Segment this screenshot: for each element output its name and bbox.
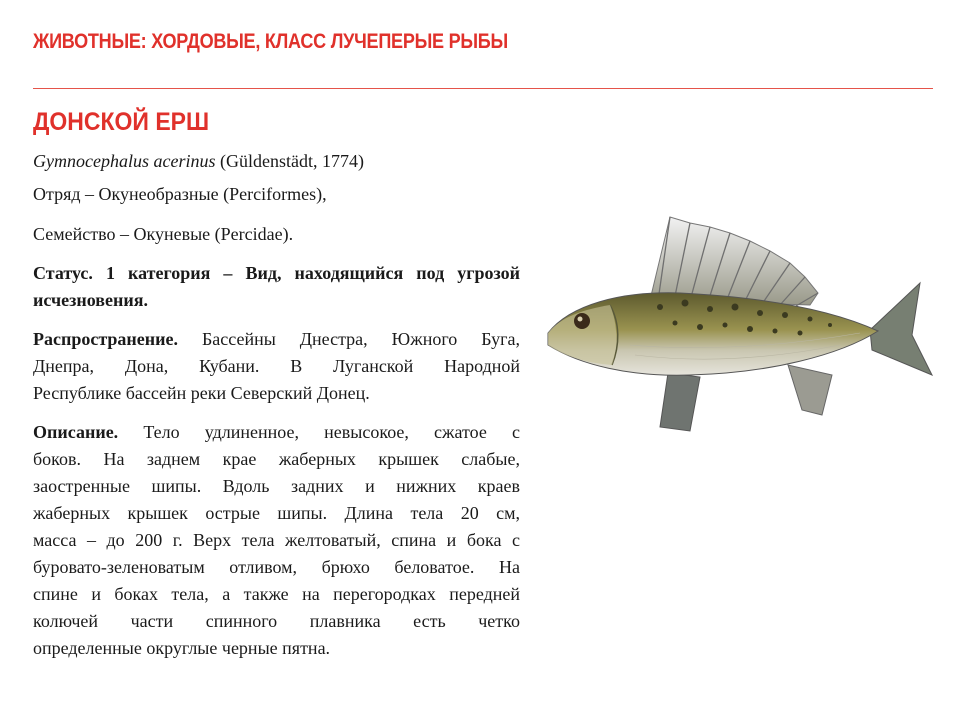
distribution-label: Распространение. xyxy=(33,329,179,349)
order-line: Отряд – Окунеобразные (Perciformes), xyxy=(33,184,327,204)
description-line-6: буровато-зеленоватым отливом, брюхо беловатое. На xyxy=(33,557,520,577)
page-header-title: ЖИВОТНЫЕ: ХОРДОВЫЕ, КЛАСС ЛУЧЕПЕРЫЕ РЫБЫ xyxy=(33,30,508,53)
description-line-7: спине и боках тела, а также на перегородках передней xyxy=(33,584,520,604)
latin-name: Gymnocephalus acerinus xyxy=(33,151,216,171)
species-text-column xyxy=(33,148,520,674)
description-line-5: масса – до 200 г. Верх тела желтоватый, спина и бока с xyxy=(33,530,520,550)
description-line-4: жаберных крышек острые шипы. Длина тела 20 см, xyxy=(33,503,520,523)
distribution-text-1: Бассейны Днестра, Южного Буга, xyxy=(178,329,520,349)
ruffe-fish-illustration xyxy=(540,205,940,445)
status-line-2: исчезновения. xyxy=(33,290,148,310)
distribution-line-2: Днепра, Дона, Кубани. В Луганской Народной xyxy=(33,356,520,376)
description-text-1: Тело удлиненное, невысокое, сжатое с xyxy=(118,422,520,442)
tail-fin xyxy=(870,283,932,375)
status-line-1: Статус. 1 категория – Вид, находящийся под угрозой xyxy=(33,263,520,283)
description-line-2: боков. На заднем крае жаберных крышек слабые, xyxy=(33,449,520,469)
header-divider xyxy=(33,88,933,89)
fish-eye xyxy=(574,313,590,329)
latin-authority: (Güldenstädt, 1774) xyxy=(215,151,364,171)
description-paragraph xyxy=(33,419,520,662)
status-paragraph xyxy=(33,260,520,314)
description-line-3: заостренные шипы. Вдоль задних и нижних краев xyxy=(33,476,520,496)
species-title: ДОНСКОЙ ЕРШ xyxy=(33,108,210,136)
distribution-line-3: Республике бассейн реки Северский Донец. xyxy=(33,383,370,403)
anal-fin xyxy=(788,365,832,415)
description-line-1 xyxy=(33,419,520,446)
description-line-9: определенные округлые черные пятна. xyxy=(33,638,331,658)
description-line-8: колючей части спинного плавника есть четко xyxy=(33,611,520,631)
latin-name-line xyxy=(33,148,520,175)
pelvic-fin xyxy=(660,373,700,431)
distribution-paragraph xyxy=(33,326,520,407)
description-label: Описание. xyxy=(33,422,119,442)
family-line: Семейство – Окуневые (Percidae). xyxy=(33,224,294,244)
distribution-line-1 xyxy=(33,326,520,353)
